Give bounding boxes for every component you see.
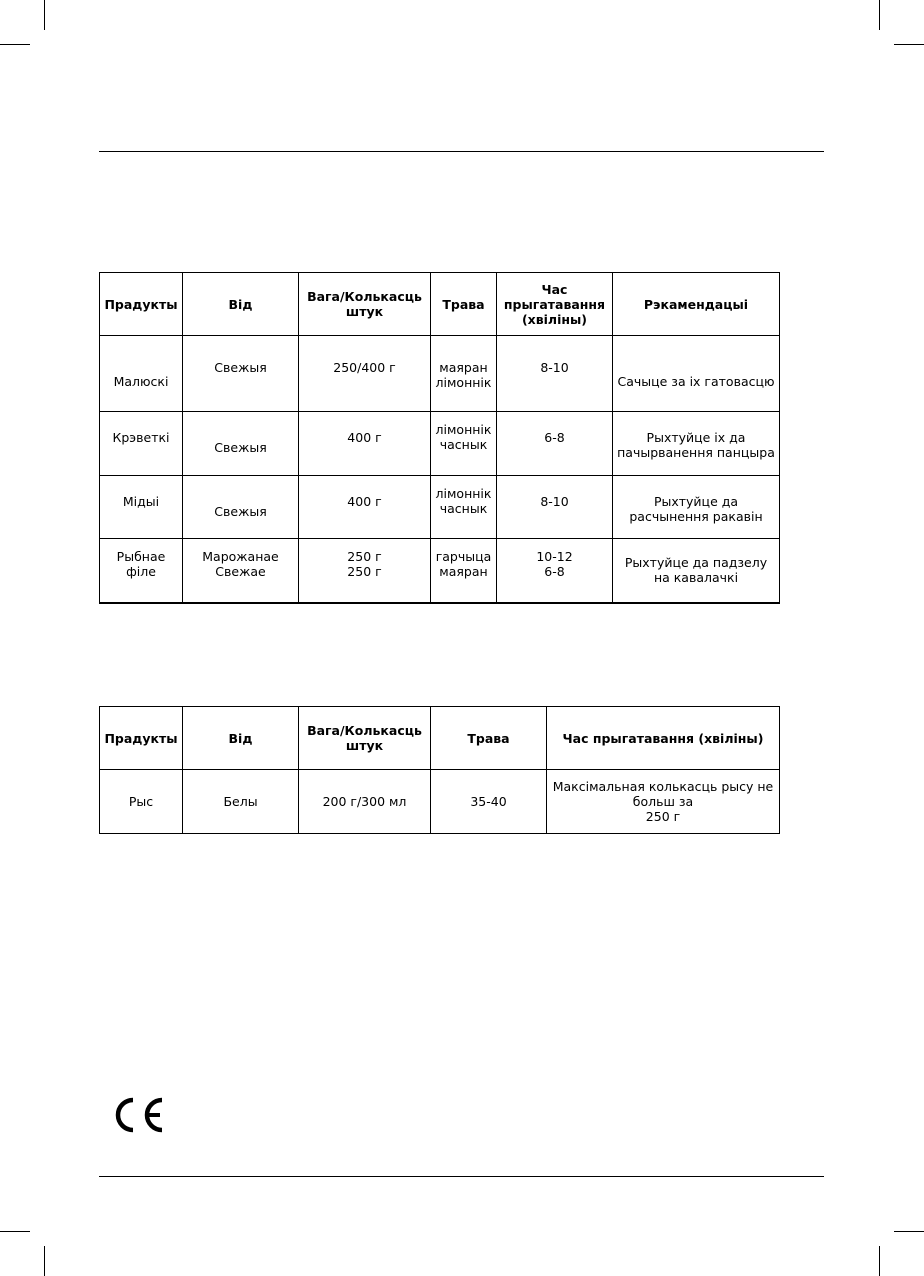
- table-row: [100, 476, 780, 539]
- crop-mark: [879, 0, 880, 30]
- cell-weight: 250 г 250 г: [299, 539, 431, 603]
- cell-tip: Сачыце за іх гатовасцю: [613, 336, 780, 412]
- seafood-cooking-table: [99, 272, 780, 604]
- header-product: Прадукты: [100, 273, 183, 336]
- cell-tip: Рыхтуйце да расчынення ракавін: [613, 476, 780, 539]
- cell-tip: Рыхтуйце да падзелу на кавалачкі: [613, 539, 780, 603]
- crop-mark: [879, 1246, 880, 1276]
- cell-time: 8-10: [497, 476, 613, 539]
- header-time: Час прыгатавання (хвіліны): [497, 273, 613, 336]
- cell-herb: 35-40: [431, 770, 547, 834]
- cell-herb: лімоннік часнык: [431, 412, 497, 476]
- cell-type: Свежыя: [183, 476, 299, 539]
- table-row: [100, 539, 780, 603]
- cell-weight: 200 г/300 мл: [299, 770, 431, 834]
- table-row: [100, 412, 780, 476]
- cell-tip: Рыхтуйце іх да пачырванення панцыра: [613, 412, 780, 476]
- cell-type: Марожанае Свежае: [183, 539, 299, 603]
- crop-mark: [894, 44, 924, 45]
- cell-time: Максімальная колькасць рысу не больш за 250 г: [547, 770, 780, 834]
- cell-product: Мідыі: [100, 476, 183, 539]
- header-tip: Рэкамендацыі: [613, 273, 780, 336]
- footer-rule: [99, 1176, 824, 1177]
- table-header-row: [100, 707, 780, 770]
- crop-mark: [0, 44, 30, 45]
- cell-herb: лімоннік часнык: [431, 476, 497, 539]
- rice-cooking-table: [99, 706, 780, 834]
- header-herb: Трава: [431, 707, 547, 770]
- table-header-row: [100, 273, 780, 336]
- header-time: Час прыгатавання (хвіліны): [547, 707, 780, 770]
- cell-weight: 400 г: [299, 476, 431, 539]
- header-herb: Трава: [431, 273, 497, 336]
- crop-mark: [0, 1231, 30, 1232]
- cell-time: 10-12 6-8: [497, 539, 613, 603]
- cell-type: Белы: [183, 770, 299, 834]
- header-product: Прадукты: [100, 707, 183, 770]
- table-row: [100, 336, 780, 412]
- header-rule: [99, 151, 824, 152]
- header-weight: Вага/Колькасць штук: [299, 707, 431, 770]
- header-type: Від: [183, 273, 299, 336]
- cell-product: Малюскі: [100, 336, 183, 412]
- cell-time: 6-8: [497, 412, 613, 476]
- header-type: Від: [183, 707, 299, 770]
- header-weight: Вага/Колькасць штук: [299, 273, 431, 336]
- table-row: [100, 770, 780, 834]
- crop-mark: [44, 1246, 45, 1276]
- cell-time: 8-10: [497, 336, 613, 412]
- cell-product: Рыбнае філе: [100, 539, 183, 603]
- cell-weight: 250/400 г: [299, 336, 431, 412]
- cell-product: Рыс: [100, 770, 183, 834]
- cell-weight: 400 г: [299, 412, 431, 476]
- ce-mark-icon: [113, 1096, 167, 1134]
- cell-herb: гарчыца маяран: [431, 539, 497, 603]
- crop-mark: [44, 0, 45, 30]
- cell-product: Крэветкі: [100, 412, 183, 476]
- cell-type: Свежыя: [183, 412, 299, 476]
- cell-type: Свежыя: [183, 336, 299, 412]
- cell-herb: маяран лімоннік: [431, 336, 497, 412]
- crop-mark: [894, 1231, 924, 1232]
